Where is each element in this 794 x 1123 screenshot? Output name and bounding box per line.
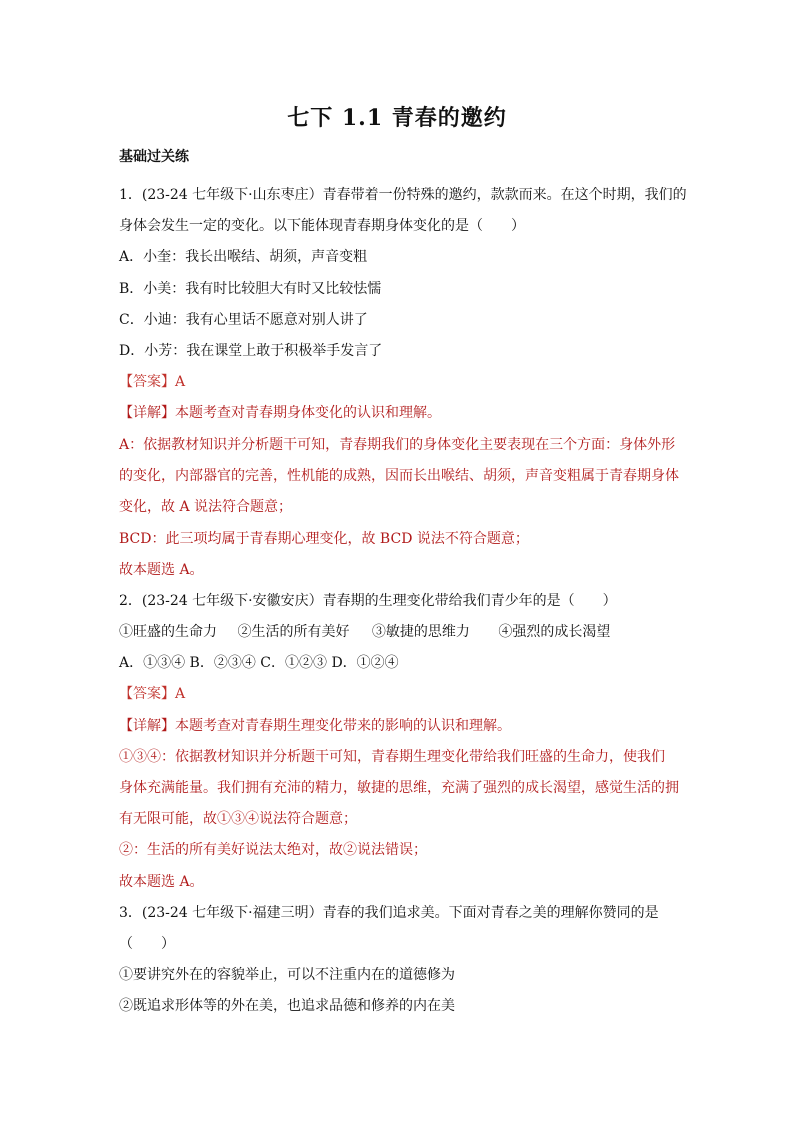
q1-stem-line-1: 1．(23-24 七年级下·山东枣庄）青春带着一份特殊的邀约，款款而来。在这个时期，我们的 bbox=[119, 187, 687, 203]
q1-explanation-line-2: 的变化，内部器官的完善，性机能的成熟，因而长出喉结、胡须，声音变粗属于青春期身体 bbox=[119, 468, 679, 484]
q2-explanation-line-3: 有无限可能，故①③④说法符合题意； bbox=[119, 811, 357, 827]
q1-explanation-line-3: 变化，故 A 说法符合题意； bbox=[119, 499, 293, 515]
q2-statement-4: ④强烈的成长渴望 bbox=[498, 624, 611, 640]
q1-detail-heading: 【详解】本题考查对青春期身体变化的认识和理解。 bbox=[119, 405, 441, 421]
q1-stem-line-2: 身体会发生一定的变化。以下能体现青春期身体变化的是（ ） bbox=[119, 218, 525, 234]
q2-statement-2: ②生活的所有美好 bbox=[237, 624, 350, 640]
q2-explanation-line-4: ②：生活的所有美好说法太绝对，故②说法错误； bbox=[119, 842, 427, 858]
q2-answer: 【答案】A bbox=[119, 686, 186, 702]
q2-choices: A．①③④ B．②③④ C．①②③ D．①②④ bbox=[119, 655, 399, 671]
page-title: 七下 1.1 青春的邀约 bbox=[287, 105, 507, 131]
q3-statement-2: ②既追求形体等的外在美，也追求品德和修养的内在美 bbox=[119, 998, 455, 1014]
q1-option-a: A．小奎：我长出喉结、胡须，声音变粗 bbox=[119, 249, 368, 265]
q1-answer: 【答案】A bbox=[119, 374, 186, 390]
q2-statements bbox=[119, 622, 610, 642]
q1-conclusion: 故本题选 A。 bbox=[119, 562, 204, 578]
q2-explanation-line-1: ①③④：依据教材知识并分析题干可知，青春期生理变化带给我们旺盛的生命力，使我们 bbox=[119, 749, 665, 765]
q1-option-b: B．小美：我有时比较胆大有时又比较怯懦 bbox=[119, 281, 382, 297]
q2-statement-1: ①旺盛的生命力 bbox=[119, 624, 217, 640]
section-heading: 基础过关练 bbox=[119, 149, 189, 165]
q3-stem-line-1: 3．(23-24 七年级下·福建三明）青春的我们追求美。下面对青春之美的理解你赞同的是 bbox=[119, 905, 659, 921]
q1-explanation-line-4: BCD：此三项均属于青春期心理变化，故 BCD 说法不符合题意； bbox=[119, 531, 529, 547]
q3-stem-line-2: （ ） bbox=[119, 936, 175, 952]
q2-statement-3: ③敏捷的思维力 bbox=[371, 624, 470, 640]
q2-detail-heading: 【详解】本题考查对青春期生理变化带来的影响的认识和理解。 bbox=[119, 718, 511, 734]
q1-option-c: C．小迪：我有心里话不愿意对别人讲了 bbox=[119, 312, 368, 328]
q1-explanation-line-1: A：依据教材知识并分析题干可知，青春期我们的身体变化主要表现在三个方面：身体外形 bbox=[119, 437, 676, 453]
q2-conclusion: 故本题选 A。 bbox=[119, 874, 204, 890]
q2-explanation-line-2: 身体充满能量。我们拥有充沛的精力，敏捷的思维，充满了强烈的成长渴望，感觉生活的拥 bbox=[119, 780, 679, 796]
q1-option-d: D．小芳：我在课堂上敢于积极举手发言了 bbox=[119, 343, 383, 359]
q2-stem: 2．(23-24 七年级下·安徽安庆）青春期的生理变化带给我们青少年的是（ ） bbox=[119, 593, 617, 609]
q3-statement-1: ①要讲究外在的容貌举止，可以不注重内在的道德修为 bbox=[119, 967, 455, 983]
